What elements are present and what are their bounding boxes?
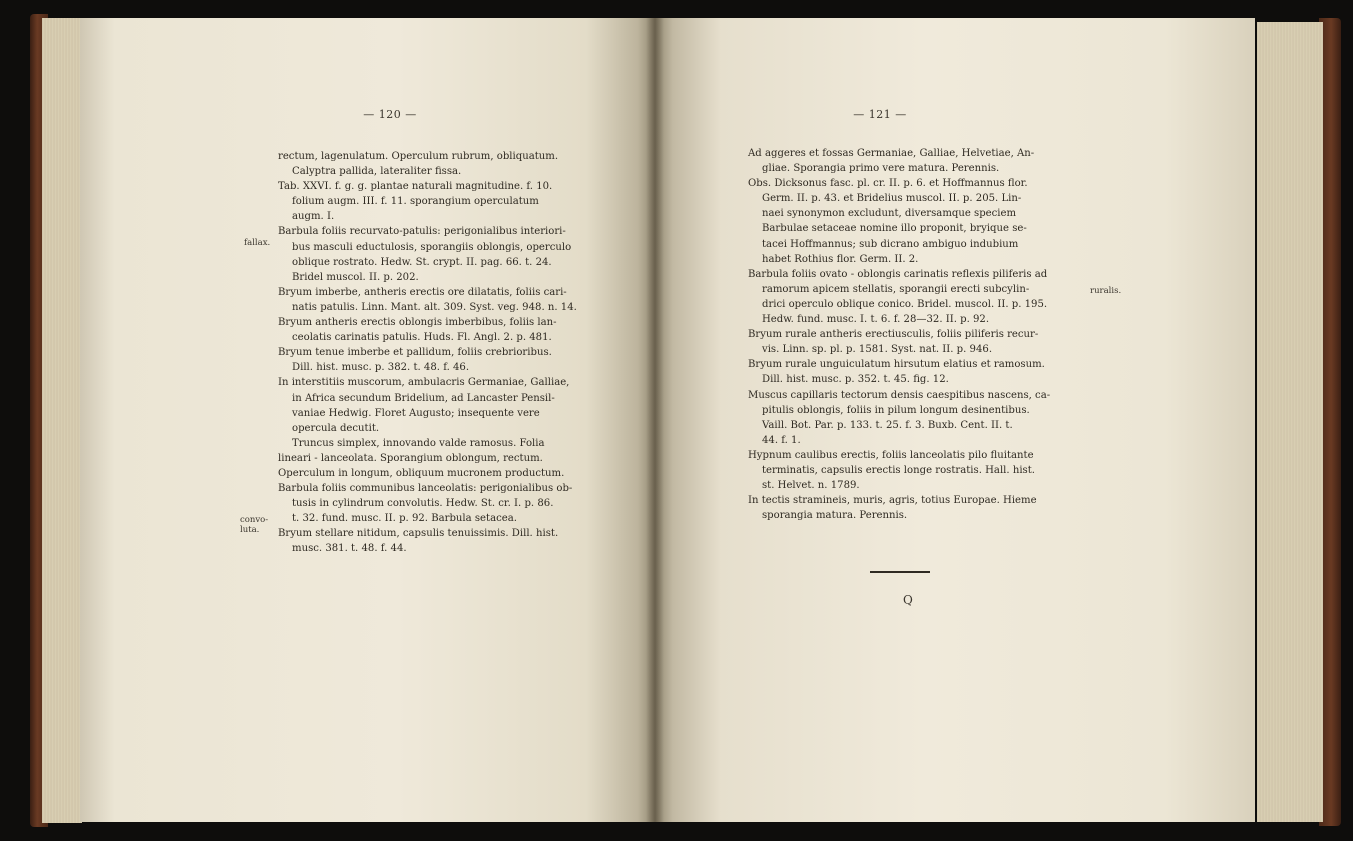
text-line: t. 32. fund. musc. II. p. 92. Barbula setacea. (292, 513, 517, 525)
text-line: Muscus capillaris tectorum densis caespitibus nascens, ca- (748, 389, 1051, 401)
left-page-number: — 120 — (363, 108, 417, 121)
text-line: augm. I. (292, 211, 335, 223)
text-line: Operculum in longum, obliquum mucronem productum. (278, 467, 565, 479)
right-page-number: — 121 — (853, 108, 907, 121)
text-line: Dill. hist. musc. p. 352. t. 45. fig. 12. (762, 374, 949, 386)
text-line: st. Helvet. n. 1789. (762, 480, 860, 492)
text-line: oblique rostrato. Hedw. St. crypt. II. pag. 66. t. 24. (292, 256, 552, 268)
text-line: bus masculi eductulosis, sporangiis oblongis, operculo (292, 241, 572, 253)
text-line: Obs. Dicksonus fasc. pl. cr. II. p. 6. et Hoffmannus flor. (748, 178, 1028, 190)
margin-note-fallax: fallax. (244, 238, 271, 248)
text-line: Bryum rurale unguiculatum hirsutum elatius et ramosum. (748, 359, 1045, 371)
text-line: Tab. XXVI. f. g. g. plantae naturali magnitudine. f. 10. (278, 181, 553, 193)
text-line: Dill. hist. musc. p. 382. t. 48. f. 46. (292, 362, 470, 374)
text-line: Bryum antheris erectis oblongis imberbibus, foliis lan- (278, 317, 557, 329)
text-line: Germ. II. p. 43. et Bridelius muscol. II. p. 205. Lin- (762, 193, 1022, 205)
text-line: vaniae Hedwig. Floret Augusto; insequente vere (292, 407, 540, 419)
text-line: Vaill. Bot. Par. p. 133. t. 25. f. 3. Buxb. Cent. II. t. (762, 419, 1013, 431)
left-page-text (278, 149, 640, 557)
book-gutter (646, 18, 664, 822)
right-page-edges (1257, 22, 1323, 822)
section-end-rule (870, 571, 930, 573)
text-line: In interstitiis muscorum, ambulacris Germaniae, Galliae, (278, 377, 570, 389)
text-line: opercula decutit. (292, 422, 380, 434)
text-line: vis. Linn. sp. pl. p. 1581. Syst. nat. II. p. 946. (762, 344, 993, 356)
text-line: Calyptra pallida, lateraliter fissa. (292, 166, 462, 178)
text-line: Hedw. fund. musc. I. t. 6. f. 28—32. II. p. 92. (762, 314, 990, 326)
text-line: Bryum stellare nitidum, capsulis tenuissimis. Dill. hist. (278, 528, 559, 540)
text-line: Barbulae setaceae nomine illo proponit, bryique se- (762, 223, 1027, 235)
text-line: In tectis stramineis, muris, agris, totius Europae. Hieme (748, 495, 1037, 507)
text-line: Bryum rurale antheris erectiusculis, foliis piliferis recur- (748, 329, 1039, 341)
text-line: lineari - lanceolata. Sporangium oblongum, rectum. (278, 452, 543, 464)
text-line: naei synonymon excludunt, diversamque speciem (762, 208, 1017, 220)
text-line: natis patulis. Linn. Mant. alt. 309. Syst. veg. 948. n. 14. (292, 301, 577, 313)
signature-mark: Q (903, 593, 913, 607)
text-line: Bryum tenue imberbe et pallidum, foliis crebrioribus. (278, 347, 552, 359)
text-line: Barbula foliis recurvato-patulis: perigonialibus interiori- (278, 226, 566, 238)
text-line: Bryum imberbe, antheris erectis ore dilatatis, foliis cari- (278, 286, 567, 298)
text-line: habet Rothius flor. Germ. II. 2. (762, 253, 919, 265)
text-line: 44. f. 1. (762, 434, 801, 446)
text-line: Bridel muscol. II. p. 202. (292, 271, 419, 283)
text-line: sporangia matura. Perennis. (762, 510, 908, 522)
left-page-edges (42, 18, 82, 823)
text-line: Barbula foliis ovato - oblongis carinatis reflexis piliferis ad (748, 268, 1048, 280)
text-line: ramorum apicem stellatis, sporangii erecti subcylin- (762, 283, 1030, 295)
text-line: tacei Hoffmannus; sub dicrano ambiguo indubium (762, 238, 1019, 250)
margin-note-convoluta: convo-luta. (240, 515, 269, 535)
text-line: gliae. Sporangia primo vere matura. Perennis. (762, 163, 1000, 175)
text-line: in Africa secundum Bridelium, ad Lancaster Pensil- (292, 392, 555, 404)
text-line: tusis in cylindrum convolutis. Hedw. St. cr. I. p. 86. (292, 498, 554, 510)
text-line: drici operculo oblique conico. Bridel. muscol. II. p. 195. (762, 298, 1048, 310)
text-line: Hypnum caulibus erectis, foliis lanceolatis pilo fluitante (748, 449, 1034, 461)
text-line: folium augm. III. f. 11. sporangium operculatum (292, 196, 539, 208)
text-line: Ad aggeres et fossas Germaniae, Galliae, Helvetiae, An- (748, 148, 1035, 159)
text-line: musc. 381. t. 48. f. 44. (292, 543, 407, 555)
text-line: terminatis, capsulis erectis longe rostratis. Hall. hist. (762, 464, 1035, 476)
margin-note-ruralis: ruralis. (1090, 286, 1122, 296)
text-line: ceolatis carinatis patulis. Huds. Fl. Angl. 2. p. 481. (292, 332, 552, 344)
text-line: rectum, lagenulatum. Operculum rubrum, obliquatum. (278, 151, 559, 162)
text-line: pitulis oblongis, foliis in pilum longum desinentibus. (762, 404, 1030, 416)
text-line: Barbula foliis communibus lanceolatis: perigonialibus ob- (278, 483, 573, 495)
text-line: Truncus simplex, innovando valde ramosus. Folia (292, 437, 545, 449)
right-page-text (748, 146, 1088, 523)
